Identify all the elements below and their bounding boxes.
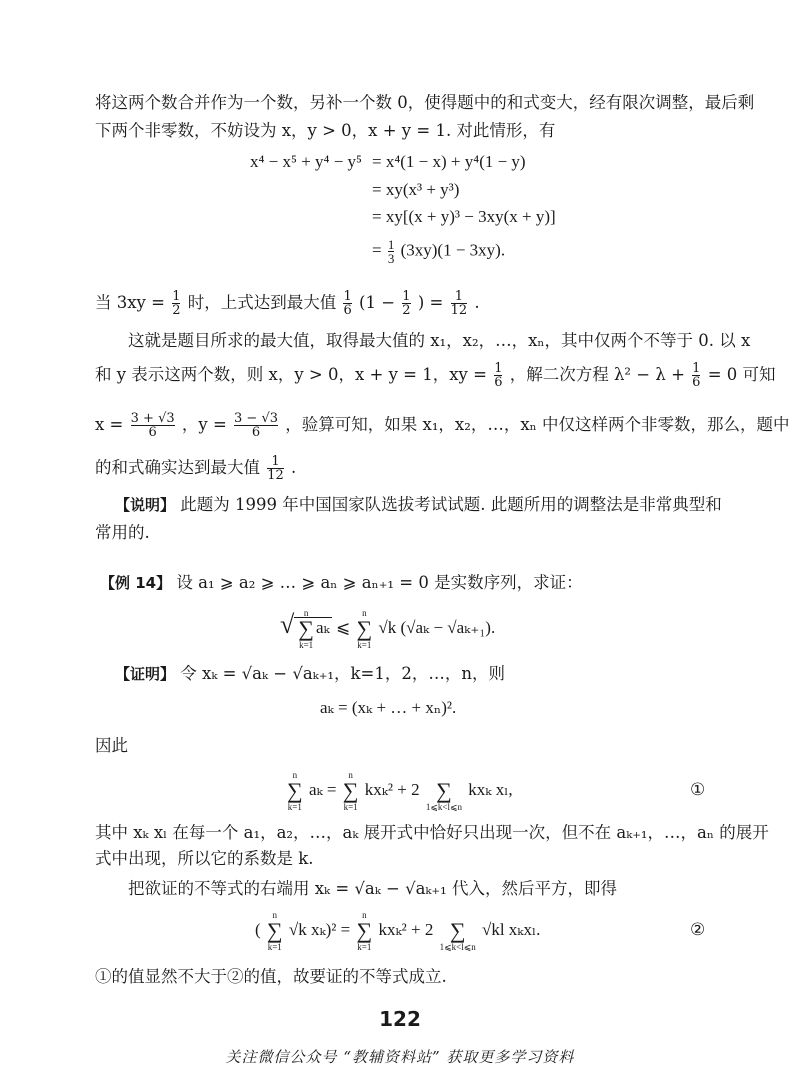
proof-label: 【证明】 (115, 665, 176, 683)
fraction: $\frac{3 - √3}{6}$ (234, 411, 279, 440)
paragraph-line: 其中 xₖ xₗ 在每一个 a₁，a₂，…，aₖ 展开式中恰好只出现一次，但不在 aₖ₊₁，…，aₙ 的展开 (95, 823, 769, 842)
example-label: 【例 14】 (100, 574, 172, 592)
paragraph-line: 将这两个数合并作为一个数，另补一个数 0，使得题中的和式变大，经有限次调整，最后剩 (95, 93, 755, 112)
inequality: √ n ∑ k=1 aₖ ⩽ n ∑ k=1 √k (√aₖ − √aₖ₊₁). (280, 608, 496, 650)
note-label: 【说明】 (115, 496, 176, 514)
expression: (3xy)(1 − 3xy). (400, 240, 506, 260)
derivation-step: = xy(x³ + y³) (372, 180, 460, 199)
paragraph-line: 的和式确实达到最大值 $\frac{1}{12}$ . (95, 454, 297, 483)
paragraph-line: 下两个非零数，不妨设为 x，y > 0，x + y = 1. 对此情形，有 (95, 121, 556, 140)
fraction: $\frac{1}{6}$ (494, 361, 503, 390)
footer-watermark: 关注微信公众号 “教辅资料站” 获取更多学习资料 (225, 1048, 575, 1066)
page-number: 122 (379, 1007, 421, 1031)
expansion-equation: aₖ = (xₖ + … + xₙ)². (320, 698, 457, 717)
paragraph-line: x = $\frac{3 + √3}{6}$ ，y = $\frac{3 - √3}{6}$ ，验算可知，如果 x₁，x₂，…，xₙ 中仅这样两个非零数，那么，题中 (95, 411, 790, 440)
fraction: $\frac{3 + √3}{6}$ (130, 411, 175, 440)
note-line: 常用的. (95, 523, 150, 542)
paragraph-line: 式中出现，所以它的系数是 k. (95, 849, 314, 868)
derivation-step (372, 238, 505, 265)
fraction: $\frac{1}{3}$ (387, 237, 395, 266)
equation-number: ② (690, 920, 706, 940)
derivation-lhs: x⁴ − x⁵ + y⁴ − y⁵ (250, 152, 362, 171)
note-line: 【说明】 此题为 1999 年中国国家队选拔考试试题. 此题所用的调整法是非常典型和 (115, 495, 722, 514)
fraction: $\frac{1}{6}$ (692, 361, 701, 390)
equals-sign: = (372, 240, 382, 260)
paragraph-line: 把欲证的不等式的右端用 xₖ = √aₖ − √aₖ₊₁ 代入，然后平方，即得 (128, 879, 618, 898)
fraction: $\frac{1}{12}$ (267, 454, 284, 483)
paragraph-line: 和 y 表示这两个数，则 x，y > 0，x + y = 1，xy = $\frac{1}{6}$ ，解二次方程 λ² − λ + $\frac{1}{6}$ = 0 可知 (95, 361, 776, 390)
proof-line: 【证明】 令 xₖ = √aₖ − √aₖ₊₁，k=1，2，…，n，则 (115, 664, 505, 683)
paragraph-line: 这就是题目所求的最大值，取得最大值的 x₁，x₂，…，xₙ，其中仅两个不等于 0. 以 x (128, 331, 751, 350)
example-heading: 【例 14】 设 a₁ ⩾ a₂ ⩾ … ⩾ aₙ ⩾ aₙ₊₁ = 0 是实数序列，求证： (100, 573, 583, 592)
fraction: $\frac{1}{12}$ (450, 289, 468, 318)
paragraph-line: 因此 (95, 736, 128, 755)
fraction: $\frac{1}{2}$ (402, 289, 411, 318)
derivation-step: = x⁴(1 − x) + y⁴(1 − y) (372, 152, 526, 171)
equation-number: ① (690, 780, 706, 800)
max-value-line: 当 3xy = $\frac{1}{2}$ 时，上式达到最大值 $\frac{1}{6}$ (1 − $\frac{1}{2}$ ) = $\frac{1}{12}$ . (95, 289, 480, 318)
fraction: $\frac{1}{2}$ (172, 289, 181, 318)
equation-1: n ∑ k=1 aₖ = n ∑ k=1 kxₖ² + 2 ∑ 1⩽k<l⩽n kxₖ xₗ, (287, 770, 513, 812)
derivation-step: = xy[(x + y)³ − 3xy(x + y)] (372, 207, 556, 226)
fraction: $\frac{1}{6}$ (343, 289, 352, 318)
conclusion-line: ①的值显然不大于②的值，故要证的不等式成立. (95, 967, 447, 986)
equation-2: ( n ∑ k=1 √k xₖ)² = n ∑ k=1 kxₖ² + 2 ∑ 1⩽k<l⩽n √kl xₖxₗ. (255, 910, 541, 952)
